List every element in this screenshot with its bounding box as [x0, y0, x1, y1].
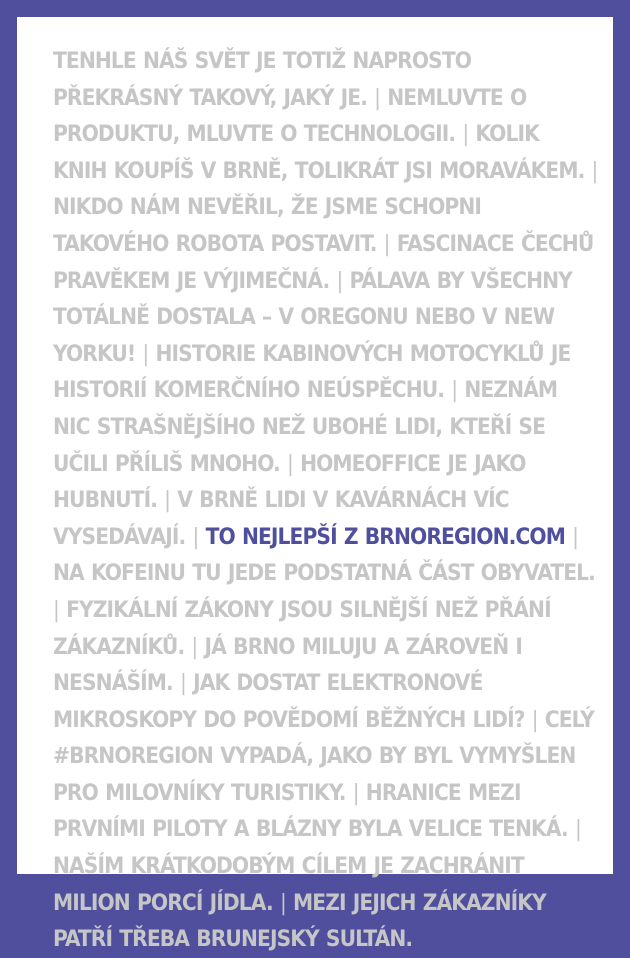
separator: | [191, 633, 198, 660]
separator: | [572, 523, 579, 550]
quote: FASCINACE ČECHŮ PRAVĚKEM JE VÝJIMEČNÁ. [53, 230, 594, 294]
quote: NEMLUVTE O PRODUKTU, MLUVTE O TECHNOLOGII. [53, 84, 527, 148]
quote: PÁLAVA BY VŠECHNY TOTÁLNĚ DOSTALA – V OREGONU NEBO V NEW YORKU! [53, 267, 572, 367]
separator: | [574, 816, 581, 843]
separator: | [164, 487, 171, 514]
quote: CELÝ #BRNOREGION VYPADÁ, JAKO BY BYL VYMYŠLEN PRO MILOVNÍKY TURISTIKY. [53, 706, 594, 806]
quote: NA KOFEINU TU JEDE PODSTATNÁ ČÁST OBYVATEL. [53, 560, 595, 587]
separator: | [352, 779, 359, 806]
quote: TENHLE NÁŠ SVĚT JE TOTIŽ NAPROSTO PŘEKRÁSNÝ TAKOVÝ, JAKÝ JE. [53, 48, 472, 111]
highlight-heading: TO NEJLEPŠÍ Z BRNOREGION.COM [205, 523, 565, 550]
quote-collage [53, 43, 598, 958]
separator: | [451, 377, 458, 404]
separator: | [591, 157, 598, 184]
quote: HRANICE MEZI PRVNÍMI PILOTY A BLÁZNY BYLA VELICE TENKÁ. [53, 779, 568, 843]
quote: JAK DOSTAT ELEKTRONOVÉ MIKROSKOPY DO POVĚDOMÍ BĚŽNÝCH LIDÍ? [53, 670, 525, 733]
quote: V BRNĚ LIDI V KAVÁRNÁCH VÍC VYSEDÁVAJÍ. [53, 487, 509, 550]
quote: NAŠÍM KRÁTKODOBÝM CÍLEM JE ZACHRÁNIT MILION PORCÍ JÍDLA. [53, 853, 524, 916]
separator: | [279, 889, 286, 916]
separator: | [286, 450, 293, 477]
separator: | [462, 121, 469, 148]
separator: | [192, 523, 199, 550]
quote: JÁ BRNO MILUJU A ZÁROVEŇ I NESNÁŠÍM. [53, 633, 523, 697]
quote: MEZI JEJICH ZÁKAZNÍKY PATŘÍ TŘEBA BRUNEJSKÝ SULTÁN. [53, 889, 546, 953]
separator: | [336, 267, 343, 294]
separator: | [142, 340, 149, 367]
separator: | [179, 670, 186, 697]
separator: | [383, 230, 390, 257]
separator: | [531, 706, 538, 733]
quote: NEZNÁM NIC STRAŠNĚJŠÍHO NEŽ UBOHÉ LIDI, KTEŘÍ SE UČILI PŘÍLIŠ MNOHO. [53, 377, 558, 477]
separator: | [374, 84, 381, 111]
page [17, 17, 613, 953]
quote: KOLIK KNIH KOUPÍŠ V BRNĚ, TOLIKRÁT JSI MORAVÁKEM. [53, 121, 585, 184]
separator: | [53, 596, 59, 623]
quote: FYZIKÁLNÍ ZÁKONY JSOU SILNĚJŠÍ NEŽ PŘÁNÍ ZÁKAZNÍKŮ. [53, 596, 551, 660]
quote: NIKDO NÁM NEVĚŘIL, ŽE JSME SCHOPNI TAKOVÉHO ROBOTA POSTAVIT. [53, 194, 481, 257]
quote: HOMEOFFICE JE JAKO HUBNUTÍ. [53, 450, 526, 514]
quote: HISTORIE KABINOVÝCH MOTOCYKLŮ JE HISTORIÍ KOMERČNÍHO NEÚSPĚCHU. [53, 340, 571, 404]
